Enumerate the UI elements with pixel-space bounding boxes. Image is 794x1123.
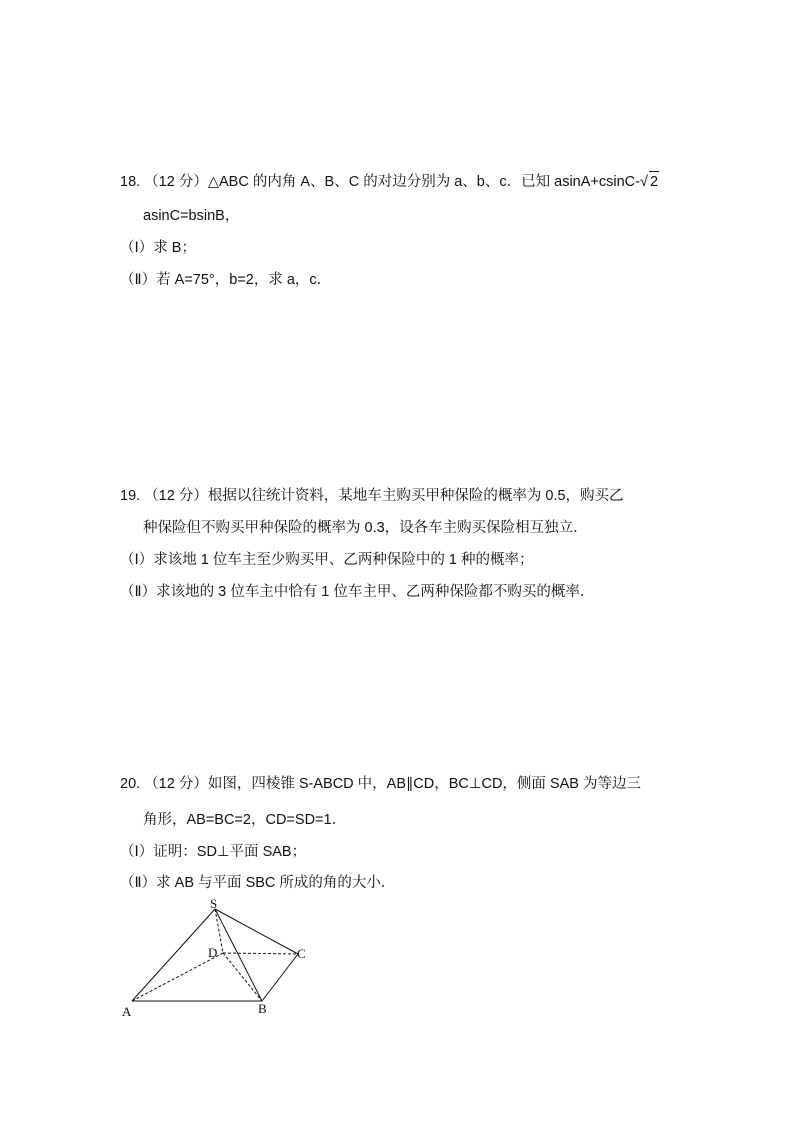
q20-line1: 20. （12 分）如图，四棱锥 S-ABCD 中，AB∥CD，BC⊥CD，侧面 SAB 为等边三 [120,776,642,792]
q20-part2: （Ⅱ）求 AB 与平面 SBC 所成的角的大小． [120,875,396,891]
sqrt-radicand: 2 [649,171,659,192]
edge-DB [223,953,262,1001]
pyramid-figure [115,898,320,1023]
q20-part1: （Ⅰ）证明：SD⊥平面 SAB； [120,844,307,860]
edge-DC [223,953,298,954]
q18-part1: （Ⅰ）求 B； [120,240,196,256]
label-D: D [208,945,218,960]
q19-part1: （Ⅰ）求该地 1 位车主至少购买甲、乙两种保险中的 1 种的概率； [120,552,534,568]
q19-line2: 种保险但不购买甲种保险的概率为 0.3，设各车主购买保险相互独立． [143,520,588,536]
edge-SA [132,909,218,1001]
sqrt-expression [640,171,659,192]
q18-line1 [120,171,659,192]
edge-BC [262,954,298,1001]
q19-part2: （Ⅱ）求该地的 3 位车主中恰有 1 位车主甲、乙两种保险都不购买的概率． [120,584,595,600]
edge-SB [215,909,262,1001]
q20-line2: 角形，AB=BC=2，CD=SD=1． [143,812,347,828]
label-B: B [258,1001,267,1016]
label-A: A [122,1004,132,1019]
edge-AD [132,953,223,1001]
label-C: C [297,946,306,961]
label-S: S [210,898,218,911]
q18-line1-text: 18. （12 分）△ABC 的内角 A、B、C 的对边分别为 a、b、c．已知 asinA+csinC- [120,174,640,190]
q18-line2: asinC=bsinB， [143,208,240,224]
q18-part2: （Ⅱ）若 A=75°，b=2，求 a，c． [120,272,332,288]
edge-SC [215,909,298,954]
sqrt-symbol: √ [639,174,648,190]
q19-line1: 19. （12 分）根据以往统计资料，某地车主购买甲种保险的概率为 0.5，购买乙 [120,488,624,504]
